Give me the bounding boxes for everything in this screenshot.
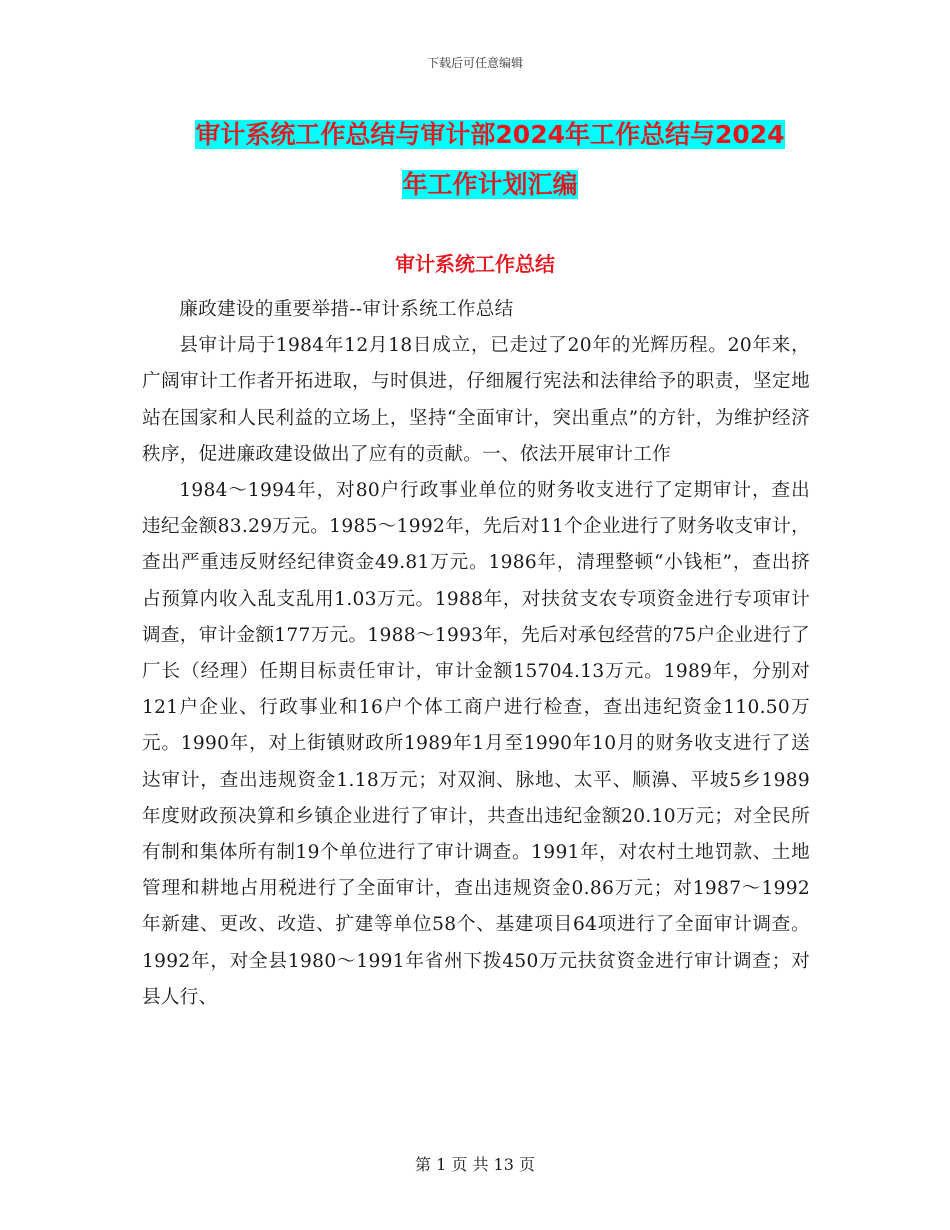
paragraph-intro: 县审计局于1984年12月18日成立，已走过了20年的光辉历程。20年来，广阔审计工作者开拓进取，与时俱进，仔细履行宪法和法律给予的职责，坚定地站在国家和人民利益的立场上，坚持“全面审计，突出重点”的方针，为维护经济秩序，促进廉政建设做出了应有的贡献。一、依法开展审计工作 [142,335,810,465]
paragraph-audit-history: 1984～1994年，对80户行政事业单位的财务收支进行了定期审计，查出违纪金额83.29万元。1985～1992年，先后对11个企业进行了财务收支审计，查出严重违反财经纪律资金49.81万元。1986年，清理整顿“小钱柜”，查出挤占预算内收入乱支乱用1.03万元。1988年，对扶贫支农专项资金进行专项审计调查，审计金额177万元。1988～1993年，先后对承包经营的75户企业进行了厂长（经理）任期目标责任审计，审计金额15704.13万元。1989年，分别对121户企业、行政事业和16户个体工商户进行检查，查出违纪资金110.50万元。1990年，对上街镇财政所1989年1月至1990年10月的财务收支进行了送达审计，查出违规资金1.18万元；对双涧、脉地、太平、顺濞、平坡5乡1989年度财政预决算和乡镇企业进行了审计，共查出违纪金额20.10万元；对全民所有制和集体所有制19个单位进行了审计调查。1991年，对农村土地罚款、土地管理和耕地占用税进行了全面审计，查出违规资金0.86万元；对1987～1992年新建、更改、改造、扩建等单位58个、基建项目64项进行了全面审计调查。1992年，对全县1980～1991年省州下拨450万元扶贫资金进行审计调查；对县人行、 [142,480,810,1008]
paragraph-subtitle: 廉政建设的重要举措--审计系统工作总结 [179,299,514,320]
document-title-line-2: 年工作计划汇编 [402,170,578,199]
section-title: 审计系统工作总结 [395,252,555,276]
document-title [140,110,840,210]
document-title-line-1: 审计系统工作总结与审计部2024年工作总结与2024 [195,120,785,149]
page-header-note: 下载后可任意编辑 [426,56,523,70]
page-footer: 第 1 页 共 13 页 [415,1155,535,1174]
document-body [142,292,810,1016]
